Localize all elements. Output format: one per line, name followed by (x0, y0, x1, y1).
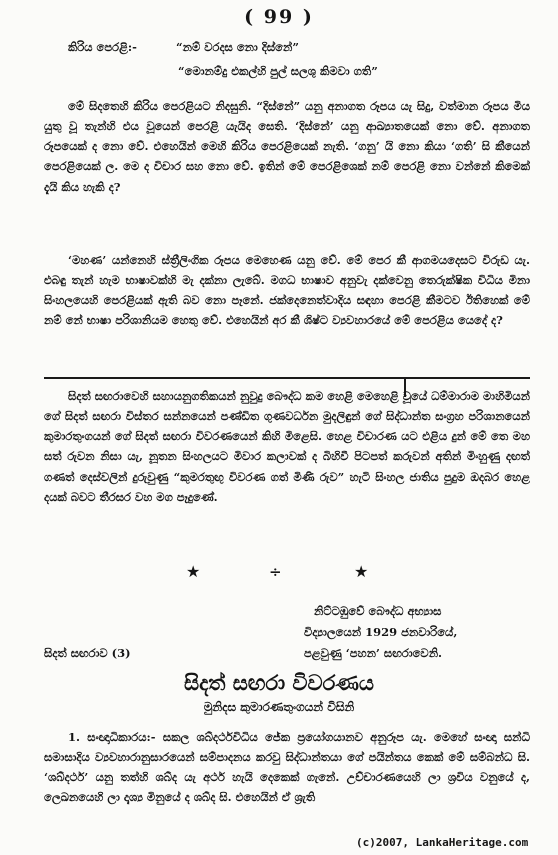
heading-quote-1: “නම් වරදස නො දිස්නේ” (176, 40, 299, 54)
heading-quote-2: “මොනම්දු එකල්හි පුල් සලශු කිමවා ගති” (178, 64, 378, 78)
copyright-credit: (c)2007, LankaHeritage.com (356, 836, 529, 849)
divider-mark: ÷ (269, 563, 282, 581)
section-divider-line (44, 377, 530, 379)
note-line-2: විද්‍යාලයෙන් 1929 ජනවාරියේ, (304, 625, 458, 639)
item-label: සංඥාධිකාරය:- (87, 730, 156, 744)
boxed-paragraph: සිදත් සඟරාවෙහි සහායනුගතිකයන් නුවුදු බෞද්ධ කම හෙළි මෙහෙළි වූයේ ධම්මාරාම මාහිමියන් ගේ සිදත් සඟරා විස්තර සන්නයෙන් පණ්ඩිත ගුණවර්ධන මුදලිඳුන් ගේ සිද්ධාන්ත සංග්‍රහ පරිශානයෙන් කුමාරතුංගයන් ගේ සිදත් සඟරා විවරණයෙන් කිහි මිළෙසි. හෙළ විචාරණ යට එළිය දුන් මේ තෙ මහ සත් රුවන නිසා යැ, නූතන සිංහලයට මිවාර කලාවක් ද බිහිවී පිටපත් කරුවන් අතින් මිංහුණු දඟත් ගණත් දෙස්වලින් දුරුවුණු “කුමරතුඟු විවරණ ගත් මිණි රුව” හැටි සිංහල ජාතිය පුදුම ඔදබර හෙළ දයක් බවට තීරසර වහ මග පෑදුණේ. (44, 389, 530, 504)
item-text: සකල ශබ්දර්ථවිධිය ජේක ප්‍රයෝගයානව අනුරූප යැ. මෙහේ සංඥා සන්ධි සමාසාදිය ව්‍යවහාරානුසාරයෙන් සම්පාදනය කරවු සිද්ධාන්තයා ගේ පයින්තය කෙක් මේ සම්බන්ධ සි. ‘ශබ්දර්ථ’ යනු තත්හි ශබ්ද යැ අර්ථ හැයි දෙකෙක් ගැනේ. උච්චාරණයෙහි ලා ශ්‍රවිය වනුයේ ද, ලෙඛනයෙහි ලා දෘශ්‍ය මිනුයේ ද ශබ්ද සි. එහෙයින් ඒ ශ්‍රැති (44, 730, 530, 805)
heading-label: කිරිය පෙරළි:- (68, 40, 137, 54)
article-item-1 (44, 727, 530, 808)
page-number: ( 99 ) (244, 6, 314, 28)
article-author: මුනිදස කුමාරණතුංගයන් විසිනි (203, 700, 355, 714)
item-number: 1. (68, 730, 81, 744)
paragraph-2: ‘මහණ’ යන්නෙහි ස්ත්‍රීලිංගික රූපය මෙහෙණ යනු වේ. මේ පෙර කී ආගමයදෙසට විරුඩ යැ. එබඳු තැන් හැම භාෂාවක්හි මැ දක්නා ලැබේ. මගධ භාෂාව අනුවැ දක්වෙනු තෙරුක්ෂික විධිය මිනා සිංහලයෙහි පෙරළියක් ඇති බව නො පෑනේ. ජක්දෙනෙත්වාදිය සඳහා පෙරළි කීමටව ඊතිහෙක් මේ නම් නේ භාෂා පරිශානියම හෙතු වේ. එහෙයින් අර කී ශිෂ්ට ව්‍යවහාරයේ මේ පෙරළිය යෙදේ ද? (44, 253, 530, 328)
article-title: සිදත් සඟරා විවරණය (183, 670, 374, 695)
star-icon-right: ★ (354, 562, 369, 581)
note-line-1: නිට්ටඹුවේ බෞද්ධ අභ්‍යාස (314, 604, 442, 618)
series-label: සිදත් සඟරාව (3) (44, 646, 131, 660)
paragraph-1: මේ සිදතෙහි කිරිය පෙරළියට නිදසුනි. “දිස්නේ” යනු අනාගත රූපය යැ සිදු, වත්මාන රූපය මිය යුතු වූ තැන්හි එය වූයෙන් පෙරළි යැයිද සෙති. ‘දිස්නේ’ යනු ආඛ්‍යාතයෙක් නො වේ. අනාගත රූපයෙක් ද නො වේ. එහෙයින් මෙහි කිරිය පෙරළියෙක් නැති. ‘ගනු’ යි නො කියා ‘ගති’ සි කීයෙන් පෙරළියෙක් ල. මෙ ද විචාර සහ නො වේ. ඉතින් මේ පෙරළිශෙක් නම් පෙරළි නො වන්නේ කිමෙක් දැයි කිය හැකි ද? (44, 99, 530, 194)
note-line-3: පළවුණු ‘පහන’ සඟරාවෙනි. (304, 646, 443, 660)
star-icon-left: ★ (186, 562, 201, 581)
